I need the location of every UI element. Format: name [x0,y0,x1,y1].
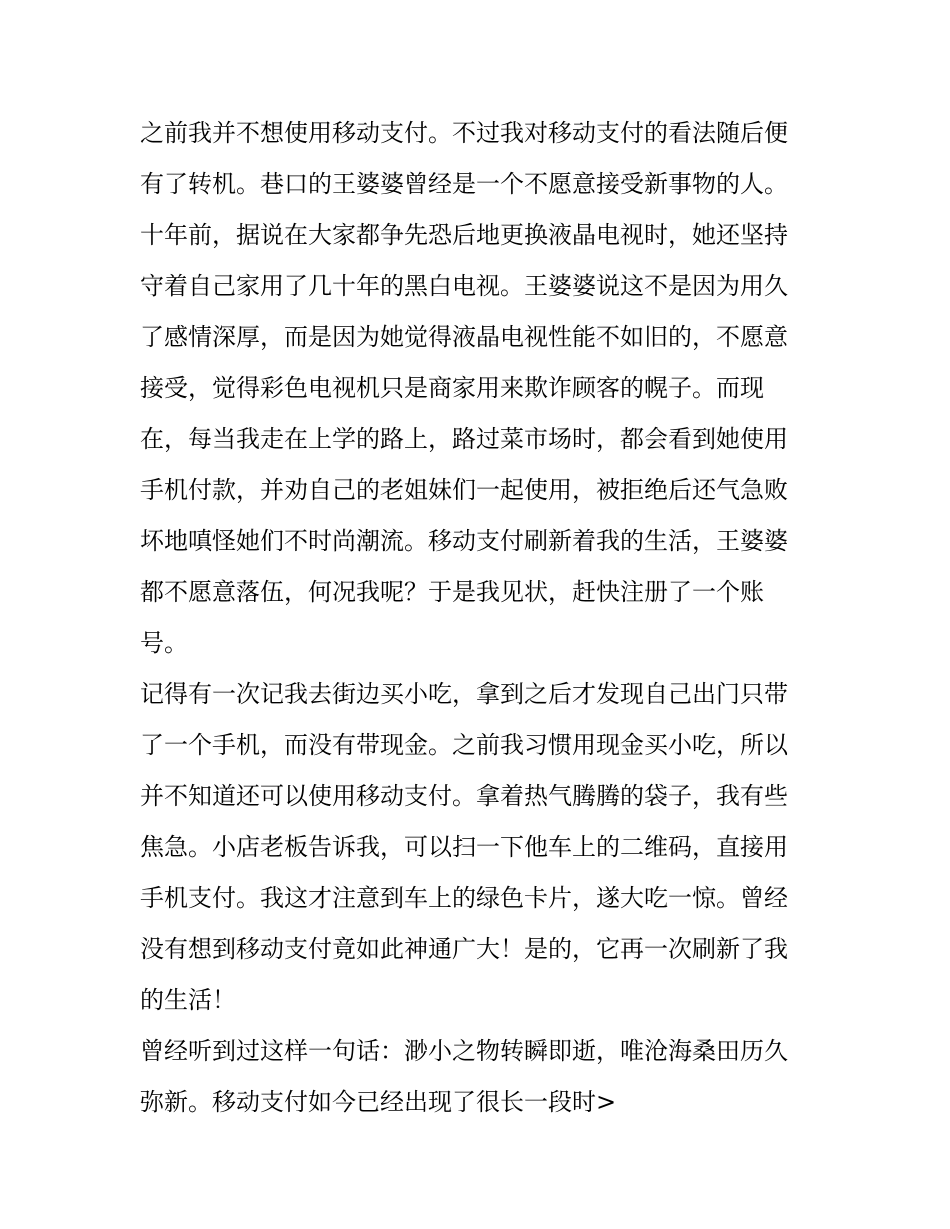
text-line: 曾经听到过这样一句话：渺小之物转瞬即逝，唯沧海桑田历久 [140,1037,788,1065]
text-line: 都不愿意落伍，何况我呢？于是我见状，赶快注册了一个账 [140,578,764,606]
text-line: 十年前，据说在大家都争先恐后地更换液晶电视时，她还坚持 [140,221,788,249]
text-line: 并不知道还可以使用移动支付。拿着热气腾腾的袋子，我有些 [140,782,788,810]
text-line: 记得有一次记我去街边买小吃，拿到之后才发现自己出门只带 [140,680,788,708]
paragraph-1 [140,108,815,669]
text-line: 焦急。小店老板告诉我，可以扫一下他车上的二维码，直接用 [140,833,788,861]
text-line: 手机付款，并劝自己的老姐妹们一起使用，被拒绝后还气急败 [140,476,788,504]
paragraph-2 [140,669,815,1026]
text-line: 之前我并不想使用移动支付。不过我对移动支付的看法随后便 [140,119,788,147]
text-line: 守着自己家用了几十年的黑白电视。王婆婆说这不是因为用久 [140,272,788,300]
text-line: 接受，觉得彩色电视机只是商家用来欺诈顾客的幌子。而现 [140,374,764,402]
text-line: 没有想到移动支付竟如此神通广大！是的，它再一次刷新了我 [140,935,788,963]
text-line: 了一个手机，而没有带现金。之前我习惯用现金买小吃，所以 [140,731,788,759]
text-line: 弥新。移动支付如今已经出现了很长一段时> [140,1088,617,1116]
text-line: 手机支付。我这才注意到车上的绿色卡片，遂大吃一惊。曾经 [140,884,788,912]
text-line: 在，每当我走在上学的路上，路过菜市场时，都会看到她使用 [140,425,788,453]
paragraph-3 [140,1026,815,1128]
text-line: 有了转机。巷口的王婆婆曾经是一个不愿意接受新事物的人。 [140,170,788,198]
text-line: 号。 [140,629,188,657]
text-line: 了感情深厚，而是因为她觉得液晶电视性能不如旧的，不愿意 [140,323,788,351]
document-body [140,108,815,1128]
text-line: 的生活！ [140,986,236,1014]
text-line: 坏地嗔怪她们不时尚潮流。移动支付刷新着我的生活，王婆婆 [140,527,788,555]
